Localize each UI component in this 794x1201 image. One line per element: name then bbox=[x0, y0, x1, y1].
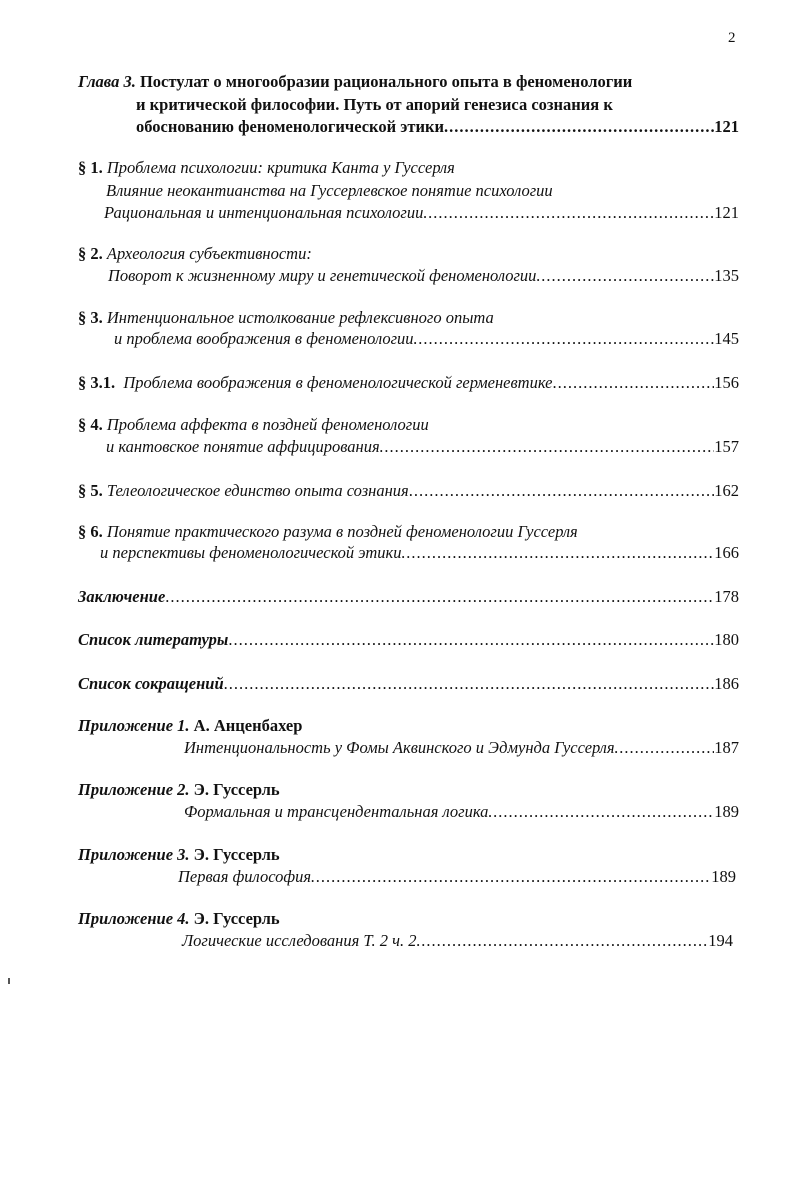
appendix-2-title: Формальная и трансцендентальная логика ..... 189 bbox=[184, 802, 739, 822]
appendix-1-label: Приложение 1. bbox=[78, 716, 190, 735]
section-4-title: Проблема аффекта в поздней феноменологии bbox=[106, 415, 429, 434]
chapter-3-page: 121 bbox=[714, 117, 739, 136]
section-4-subtitle: и кантовское понятие аффицирования ..... 157 bbox=[106, 437, 739, 457]
section-2-page: 135 bbox=[714, 266, 739, 285]
section-2-title: Археология субъективности: bbox=[106, 244, 312, 263]
appendix-4-author: Э. Гуссерль bbox=[193, 909, 280, 928]
scan-artifact bbox=[8, 978, 10, 984]
section-1-number: § 1. bbox=[78, 158, 103, 177]
section-1-subtitle-1: Влияние неокантианства на Гуссерлевское понятие психологии bbox=[106, 181, 553, 200]
section-3-title: Интенциональное истолкование рефлексивного опыта bbox=[106, 308, 494, 327]
appendix-2-author: Э. Гуссерль bbox=[193, 780, 280, 799]
section-3-subtitle: и проблема воображения в феноменологии ..... 145 bbox=[114, 329, 739, 349]
section-6-page: 166 bbox=[714, 543, 739, 562]
section-2-subtitle: Поворот к жизненному миру и генетической феноменологии ..... 135 bbox=[108, 266, 739, 286]
appendix-4-title: Логические исследования Т. 2 ч. 2 ..... 194 bbox=[182, 931, 733, 951]
conclusion-page: 178 bbox=[714, 587, 739, 606]
abbreviations-entry bbox=[78, 674, 739, 694]
section-3-page: 145 bbox=[714, 329, 739, 348]
appendix-3-page: 189 bbox=[711, 867, 736, 886]
appendix-2-label: Приложение 2. bbox=[78, 780, 190, 799]
section-3-1-number: § 3.1. bbox=[78, 373, 116, 392]
appendix-4-label: Приложение 4. bbox=[78, 909, 190, 928]
section-4-page: 157 bbox=[714, 437, 739, 456]
appendix-2-page: 189 bbox=[714, 802, 739, 821]
section-4-number: § 4. bbox=[78, 415, 103, 434]
section-6-title: Понятие практического разума в поздней феноменологии Гуссерля bbox=[106, 522, 578, 541]
appendix-4-page: 194 bbox=[708, 931, 733, 950]
section-6-subtitle: и перспективы феноменологической этики ..... 166 bbox=[100, 543, 739, 563]
chapter-3-title-line3: обоснованию феноменологической этики ..... 121 bbox=[136, 117, 739, 137]
page-number: 2 bbox=[728, 30, 736, 46]
section-3-1-page: 156 bbox=[714, 373, 739, 392]
bibliography-page: 180 bbox=[714, 630, 739, 649]
section-6-number: § 6. bbox=[78, 522, 103, 541]
section-5-page: 162 bbox=[714, 481, 739, 500]
conclusion-label: Заключение bbox=[78, 587, 166, 606]
abbreviations-page: 186 bbox=[714, 674, 739, 693]
appendix-3-author: Э. Гуссерль bbox=[193, 845, 280, 864]
bibliography-label: Список литературы bbox=[78, 630, 229, 649]
conclusion-entry bbox=[78, 587, 739, 607]
abbreviations-label: Список сокращений bbox=[78, 674, 224, 693]
section-3-number: § 3. bbox=[78, 308, 103, 327]
section-1-page: 121 bbox=[714, 203, 739, 222]
bibliography-entry bbox=[78, 630, 739, 650]
chapter-3-title-line2: и критической философии. Путь от апорий генезиса сознания к bbox=[136, 95, 613, 114]
chapter-3-title-line1: Постулат о многообразии рационального опыта в феноменологии bbox=[139, 72, 633, 91]
chapter-3-label: Глава 3. bbox=[78, 72, 136, 91]
section-1-title: Проблема психологии: критика Канта у Гуссерля bbox=[106, 158, 455, 177]
appendix-3-label: Приложение 3. bbox=[78, 845, 190, 864]
section-5-entry bbox=[78, 481, 739, 501]
appendix-1-page: 187 bbox=[714, 738, 739, 757]
section-5-title: Телеологическое единство опыта сознания bbox=[106, 481, 409, 500]
appendix-3-title: Первая философия ..... 189 bbox=[178, 867, 736, 887]
section-3-1-entry bbox=[78, 373, 739, 393]
section-2-number: § 2. bbox=[78, 244, 103, 263]
appendix-1-title: Интенциональность у Фомы Аквинского и Эдмунда Гуссерля ..... 187 bbox=[184, 738, 739, 758]
appendix-1-author: А. Анценбахер bbox=[193, 716, 303, 735]
section-3-1-title: Проблема воображения в феноменологической герменевтике bbox=[123, 373, 553, 392]
section-1-subtitle-2: Рациональная и интенциональная психологии ..... 121 bbox=[104, 203, 739, 223]
section-5-number: § 5. bbox=[78, 481, 103, 500]
